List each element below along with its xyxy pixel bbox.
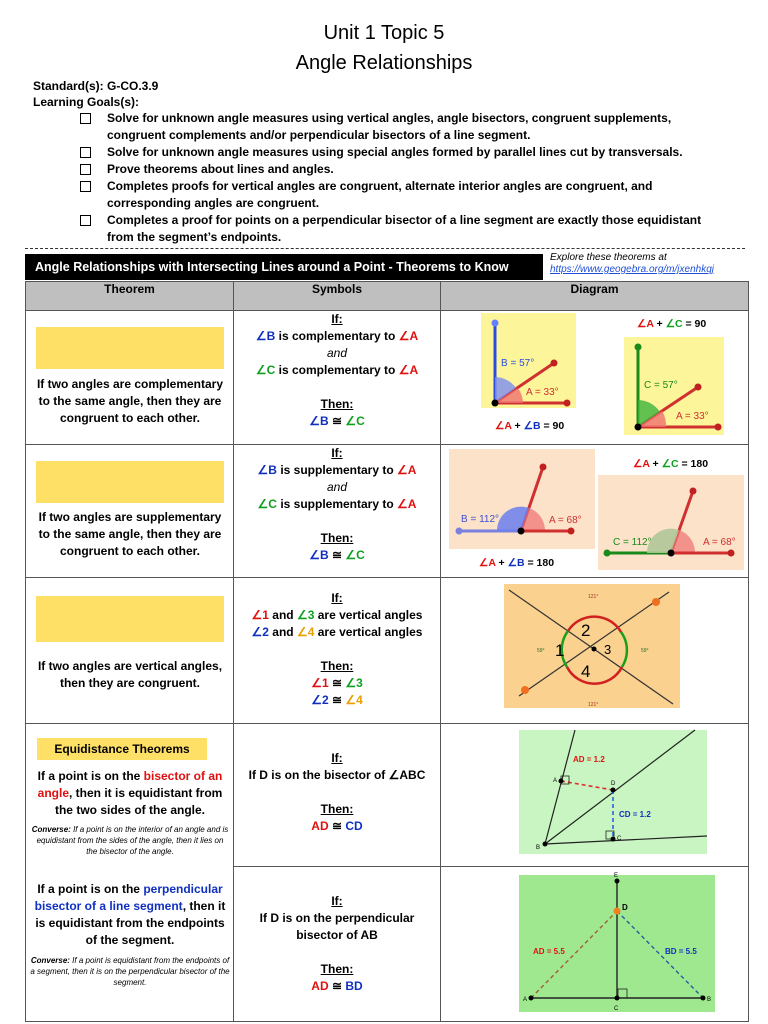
theorem-cell	[26, 724, 234, 867]
svg-text:B = 57°: B = 57°	[501, 358, 535, 369]
svg-text:A = 68°: A = 68°	[549, 515, 582, 526]
svg-text:59°: 59°	[641, 648, 649, 654]
svg-text:C: C	[614, 1006, 619, 1012]
goal-item: Prove theorems about lines and angles.	[80, 161, 720, 178]
section-banner: Angle Relationships with Intersecting Lines around a Point - Theorems to Know	[25, 254, 543, 280]
svg-text:∠A + ∠C = 90: ∠A + ∠C = 90	[637, 318, 707, 330]
svg-text:E: E	[614, 873, 619, 879]
svg-text:∠A + ∠B = 90: ∠A + ∠B = 90	[495, 420, 565, 432]
page-title: Unit 1 Topic 5	[323, 22, 445, 44]
goal-item: Completes a proof for points on a perpendicular bisector of a line segment are exactly those equidistant from the segment’s endpoints.	[80, 212, 720, 246]
theorems-table	[25, 281, 749, 1022]
theorem-text: If two angles are vertical angles, then they are congruent.	[37, 659, 223, 690]
svg-text:A = 68°: A = 68°	[703, 537, 736, 548]
header-diagram: Diagram	[441, 282, 749, 311]
converse-text: Converse: If a point is equidistant from the endpoints of a segment, then it is on the perpendicular bisector of the segment.	[30, 955, 230, 987]
diagram-cell	[441, 724, 749, 867]
svg-text:AD = 1.2: AD = 1.2	[573, 755, 605, 764]
answer-box[interactable]	[36, 461, 224, 503]
svg-text:C = 57°: C = 57°	[644, 380, 678, 391]
svg-text:121°: 121°	[588, 702, 599, 708]
explore-note: Explore these theorems at https://www.geogebra.org/m/jxenhkqj	[550, 252, 714, 275]
checkbox-icon	[80, 113, 91, 124]
learning-goals-label: Learning Goals(s):	[33, 95, 140, 109]
complementary-diagram	[441, 311, 747, 439]
converse-text: Converse: If a point is on the interior of an angle and is equidistant from the sides of the angle, then it lies on the bisector of the angle.	[31, 825, 229, 856]
answer-box[interactable]	[36, 327, 224, 369]
checkbox-icon	[80, 215, 91, 226]
svg-text:∠A + ∠B = 180: ∠A + ∠B = 180	[479, 557, 555, 569]
diagram-cell	[441, 578, 749, 724]
page-subtitle: Angle Relationships	[295, 52, 473, 74]
header-theorem: Theorem	[26, 282, 234, 311]
svg-text:121°: 121°	[588, 594, 599, 600]
svg-text:A: A	[553, 778, 558, 784]
checkbox-icon	[80, 181, 91, 192]
symbols-cell: If: ∠B is complementary to ∠A and ∠C is complementary to ∠A Then: ∠B ≅ ∠C	[234, 311, 441, 445]
symbols-cell: If: If D is on the bisector of ∠ABC Then: AD ≅ CD	[234, 724, 441, 867]
theorem-cell	[26, 445, 234, 578]
goal-item: Solve for unknown angle measures using vertical angles, angle bisectors, congruent supplements, congruent complements and/or perpendicular bisectors of a line segment.	[80, 110, 720, 144]
symbols-cell: If: ∠1 and ∠3 are vertical angles ∠2 and ∠4 are vertical angles Then: ∠1 ≅ ∠3 ∠2 ≅ ∠4	[234, 578, 441, 724]
symbols-cell: If: If D is on the perpendicular bisector of AB Then: AD ≅ BD	[234, 867, 441, 1022]
svg-text:AD = 5.5: AD = 5.5	[533, 947, 565, 956]
diagram-cell	[441, 445, 749, 578]
checkbox-icon	[80, 147, 91, 158]
angle-bisector-diagram	[441, 724, 747, 861]
theorem-cell	[26, 578, 234, 724]
svg-text:4: 4	[581, 662, 591, 681]
svg-text:BD = 5.5: BD = 5.5	[665, 947, 697, 956]
svg-text:C: C	[617, 836, 622, 842]
symbols-cell: If: ∠B is supplementary to ∠A and ∠C is supplementary to ∠A Then: ∠B ≅ ∠C	[234, 445, 441, 578]
svg-text:59°: 59°	[537, 648, 545, 654]
svg-text:B: B	[707, 997, 712, 1003]
svg-text:2: 2	[581, 621, 591, 640]
svg-text:3: 3	[604, 642, 612, 657]
svg-text:D: D	[622, 903, 628, 912]
theorem-text: If two angles are complementary to the same angle, then they are congruent to each other.	[36, 377, 224, 425]
vertical-angles-diagram	[441, 578, 747, 718]
theorem-cell	[26, 867, 234, 1022]
svg-text:1: 1	[555, 641, 565, 660]
header-symbols: Symbols	[234, 282, 441, 311]
svg-text:∠A + ∠C = 180: ∠A + ∠C = 180	[633, 458, 709, 470]
divider	[25, 248, 745, 249]
goal-item: Solve for unknown angle measures using special angles formed by parallel lines cut by transversals.	[80, 144, 720, 161]
svg-text:B = 112°: B = 112°	[461, 514, 500, 525]
geogebra-link[interactable]: https://www.geogebra.org/m/jxenhkqj	[550, 264, 714, 275]
theorem-cell	[26, 311, 234, 445]
svg-text:C = 112°: C = 112°	[613, 537, 652, 548]
theorem-text: If a point is on the bisector of an angle, then it is equidistant from the two sides of the angle.	[37, 769, 223, 817]
diagram-cell	[441, 867, 749, 1022]
equidistance-title: Equidistance Theorems	[37, 738, 207, 760]
theorem-text: If a point is on the perpendicular bisector of a line segment, then it is equidistant from the endpoints of the segment.	[34, 881, 226, 947]
svg-text:CD = 1.2: CD = 1.2	[619, 810, 651, 819]
learning-goals-list	[80, 110, 720, 246]
svg-text:B: B	[536, 845, 541, 851]
theorem-text: If two angles are supplementary to the same angle, then they are congruent to each other.	[38, 510, 222, 558]
goal-item: Completes proofs for vertical angles are congruent, alternate interior angles are congruent, and corresponding angles are congruent.	[80, 178, 720, 212]
supplementary-diagram	[441, 445, 747, 572]
checkbox-icon	[80, 164, 91, 175]
perpendicular-bisector-diagram	[441, 867, 747, 1016]
svg-text:A = 33°: A = 33°	[676, 411, 709, 422]
svg-text:A = 33°: A = 33°	[526, 387, 559, 398]
svg-text:A: A	[523, 997, 528, 1003]
answer-box[interactable]	[36, 596, 224, 642]
diagram-cell	[441, 311, 749, 445]
svg-text:D: D	[611, 781, 616, 787]
standards-label: Standard(s): G-CO.3.9	[33, 79, 159, 93]
